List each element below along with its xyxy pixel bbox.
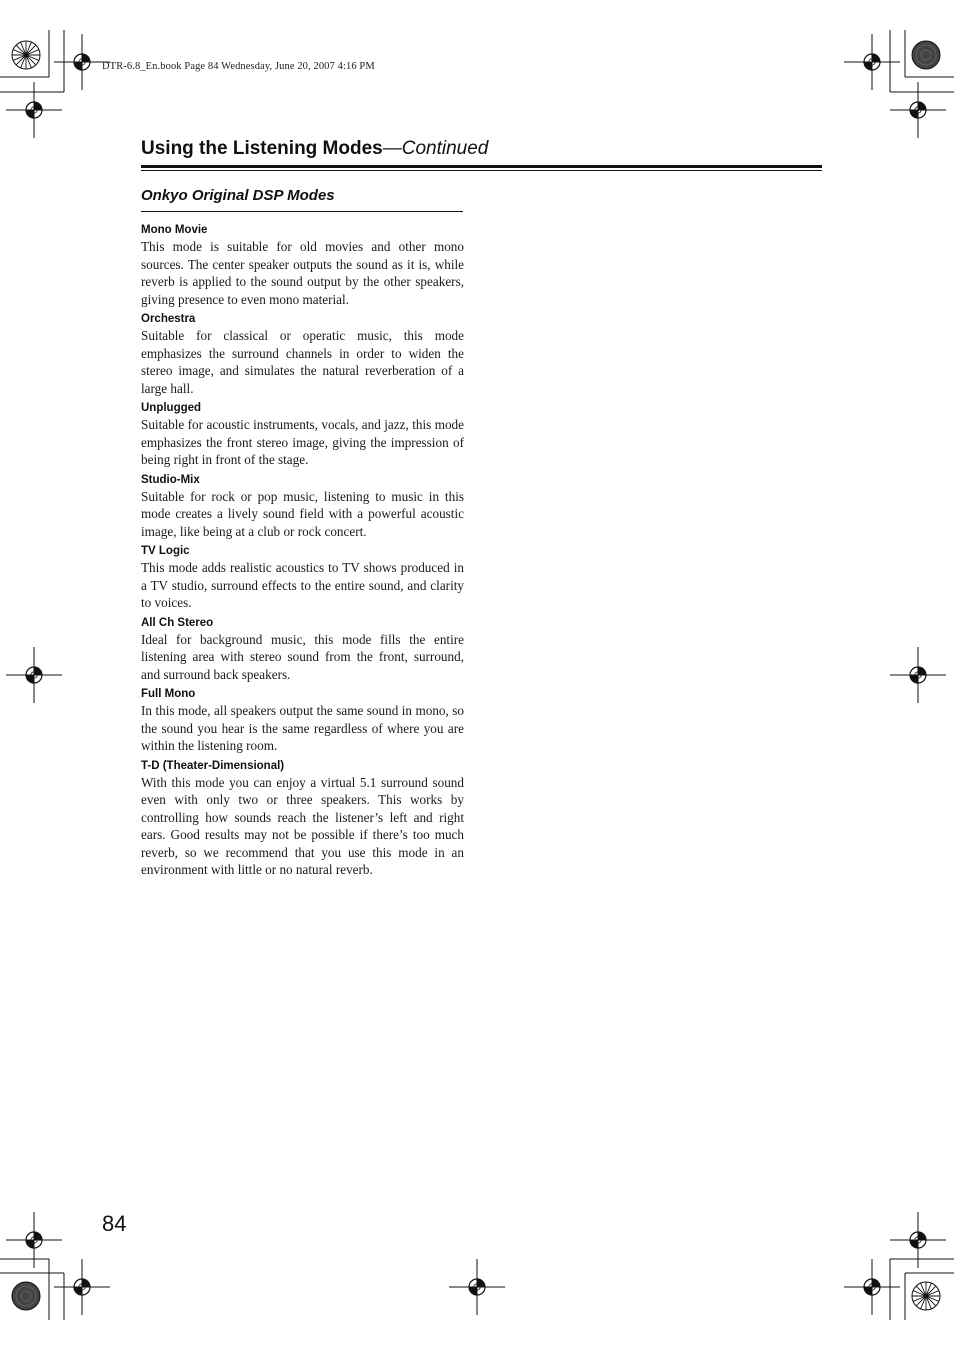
mode-description: Suitable for acoustic instruments, vocals, and jazz, this mode emphasizes the front stereo image, giving the impression of being right in front of the stage. [141, 417, 464, 467]
mode-description: Suitable for rock or pop music, listening to music in this mode creates a lively sound field with a powerful acoustic image, like being at a club or rock concert. [141, 488, 464, 539]
header-rule-thick [141, 165, 822, 168]
section-rule [141, 211, 463, 212]
mode-entry-tv-logic [141, 544, 464, 612]
mode-name: Orchestra [141, 313, 196, 325]
header-rule-thin [141, 170, 822, 171]
mode-description: This mode is suitable for old movies and other mono sources. The center speaker outputs the sound as it is, while reverb is applied to the sound output by the other speakers, giving presence to even mono material. [141, 239, 464, 307]
mode-entry-full-mono [141, 687, 464, 755]
mode-description: Suitable for classical or operatic music, this mode emphasizes the surround channels in order to widen the stereo image, and simulates the natural reverberation of a large hall. [141, 328, 464, 396]
page-title-continued: —Continued [382, 138, 489, 159]
mode-entry-unplugged [141, 401, 464, 469]
mode-description: Ideal for background music, this mode fills the entire listening area with stereo sound from the front, surround, and surround back speakers. [141, 631, 464, 682]
mode-entry-orchestra [141, 312, 464, 397]
page-title-main: Using the Listening Modes [141, 138, 383, 159]
section-title: Onkyo Original DSP Modes [141, 187, 335, 204]
page-title [141, 138, 488, 160]
mode-description: With this mode you can enjoy a virtual 5.1 surround sound even with only two or three speakers. This works by controlling how sounds reach the listener’s left and right ears. Good results may not be possible if there’s too much reverb, so we recommend that you use this mode in an environment with little or no natural reverb. [141, 774, 464, 877]
modes-list [141, 220, 464, 883]
mode-name: T-D (Theater-Dimensional) [141, 759, 285, 772]
mode-description: This mode adds realistic acoustics to TV shows produced in a TV studio, surround effects to the entire sound, and clarity to voices. [141, 560, 464, 610]
mode-name: Unplugged [141, 402, 202, 414]
mode-name: TV Logic [141, 545, 190, 557]
mode-description: In this mode, all speakers output the same sound in mono, so the sound you hear is the same regardless of where you are within the listening room. [141, 703, 464, 753]
mode-entry-studio-mix [141, 473, 464, 541]
mode-name: Studio-Mix [141, 473, 200, 486]
mode-name: Full Mono [141, 688, 196, 700]
mode-entry-mono-movie [141, 223, 464, 308]
mode-entry-theater-dimensional [141, 759, 464, 879]
mode-entry-all-ch-stereo [141, 616, 464, 684]
mode-name: Mono Movie [141, 224, 208, 236]
print-info: DTR-6.8_En.book Page 84 Wednesday, June 20, 2007 4:16 PM [102, 61, 375, 72]
mode-name: All Ch Stereo [141, 616, 214, 629]
page-number: 84 [102, 1211, 127, 1236]
